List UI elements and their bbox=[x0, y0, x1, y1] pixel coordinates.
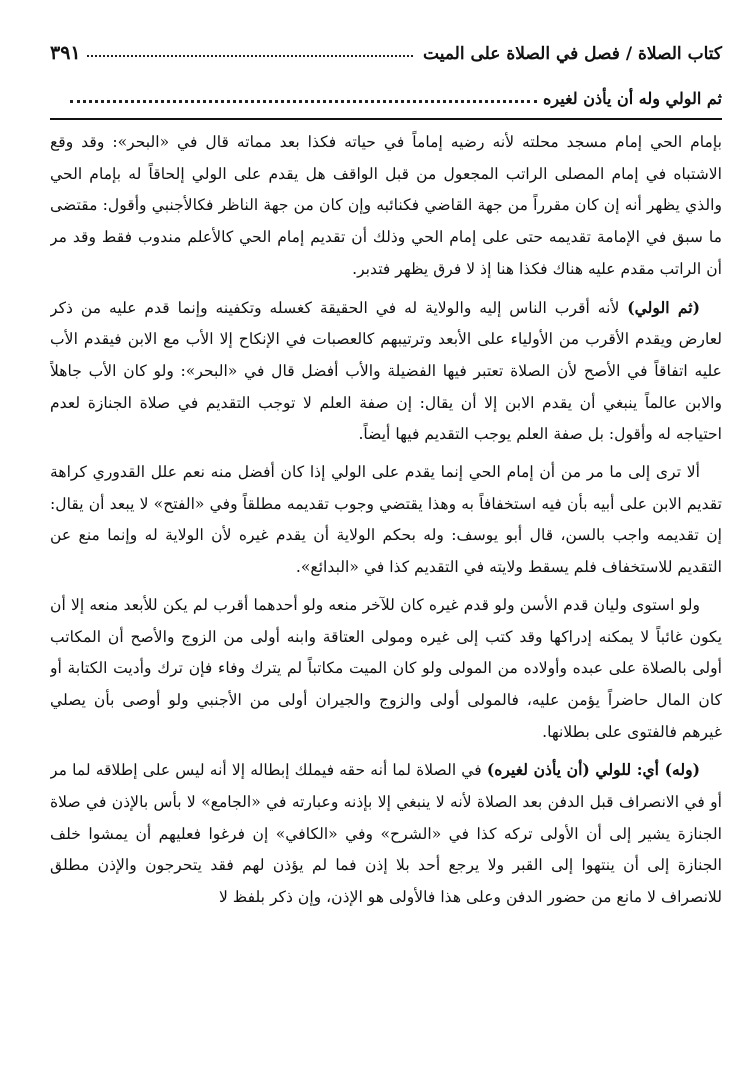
paragraph-text: ألا ترى إلى ما مر من أن إمام الحي إنما يقدم على الولي إذا كان أفضل منه نعم علل القدوري كراهة تقديم الابن على أبيه بأن فيه استخفافاً به وهذا يقتضي وجوب تقديمه مطلقاً وفي «الفتح» لا يبعد أن يقال: إن تقديمه واجب بالسن، قال أبو يوسف: وله بحكم الولاية أن يقدم غيره لأن الولاية له وإنما منع عن التقديم للاستخفاف فلم يسقط ولايته في التقديم كذا في «البدائع». bbox=[50, 463, 722, 577]
running-header bbox=[50, 34, 722, 64]
paragraph-text: في الصلاة لما أنه حقه فيملك إبطاله إلا أنه ليس على إطلاقه لما مر أو في الانصراف قبل الدفن بعد الصلاة لأنه لا ينبغي إلا بإذنه وعبارته في «الجامع» لا بأس بالإذن في صلاة الجنازة يشير إلى أن الأولى تركه كذا في «الشرح» وفي «الكافي» إن فرغوا فعليهم أن يمشوا خلف الجنازة إلى أن ينتهوا إلى القبر ولا يرجع أحد بلا إذن فما لم يؤذن لهم فقد يتحرجون والإذن مطلق للانصراف لا مانع من حضور الدفن وعلى هذا فالأولى هو الإذن، وإن ذكر بلفظ لا bbox=[50, 761, 722, 907]
paragraph bbox=[50, 127, 722, 286]
commentary-body bbox=[50, 127, 722, 1077]
matn-line bbox=[70, 82, 722, 108]
chapter-title: كتاب الصلاة / فصل في الصلاة على الميت bbox=[423, 44, 722, 64]
paragraph bbox=[50, 754, 722, 914]
paragraph-lead: (ثم الولي) bbox=[627, 297, 701, 317]
paragraph-text: ولو استوى وليان قدم الأسن ولو قدم غيره كان للآخر منعه ولو أحدهما أقرب لم يكن للأبعد منعه إلا أن يكون غائباً لا يمكنه إدراكها وقد كتب إلى غيره ومولى العتاقة وابنه أولى من الزوج والأصح أن المكاتب أولى بالصلاة على عبده وأولاده من المولى ولو كان الميت مكاتباً لم يترك وفاء فإن ترك وأديت الكتابة أو كان المال حاضراً يؤمن عليه، فالمولى أولى والزوج والجيران أولى من الأجنبي ولو أوصى بأن يصلي غيرهم فالفتوى على بطلانها. bbox=[50, 595, 722, 741]
paragraph-lead: (وله) أي: للولي (أن يأذن لغيره) bbox=[486, 760, 700, 780]
dotted-leader bbox=[70, 100, 537, 103]
page-number: ٣٩١ bbox=[50, 42, 81, 64]
separator-rule bbox=[50, 118, 722, 120]
dotted-leader bbox=[87, 55, 413, 57]
paragraph-text: لأنه أقرب الناس إليه والولاية له في الحقيقة كغسله وتكفينه وإنما قدم عليه من ذكر لعارض ويقدم الأقرب من الأولياء على الأبعد وترتيبهم كالعصبات في الإنكاح إلا الأب مع الابن فيقدم الأب عليه اتفاقاً في الأصح لأن الصلاة تعتبر فيها الفضيلة والأب أفضل قال في «البحر»: ولو كان الأب جاهلاً والابن عالماً ينبغي أن يقدم الابن إلا أن يقال: إن صفة العلم لا توجب التقديم في صلاة الجنازة لعدم احتياجه له وأقول: بل صفة العلم يوجب التقديم فيها أيضاً. bbox=[50, 298, 722, 444]
paragraph-text: بإمام الحي إمام مسجد محلته لأنه رضيه إماماً في حياته فكذا بعد مماته قال في «البحر»: وقد وقع الاشتباه في إمام المصلى الراتب المجعول من قبل الواقف هل يقدم على الولي إلحاقاً له بإمام الحي والذي يظهر أنه إن كان مقرراً من جهة القاضي فكنائبه وإن كان من جهة الناظر فكالأجنبي وأقول: مقتضى ما سبق في الإمامة تقديمه حتى على إمام الحي وذلك أن تقديم إمام الحي كالأعلم مندوب فقط وقد مر أن الراتب مقدم عليه هناك فكذا هنا إذ لا فرق يظهر فتدبر. bbox=[50, 133, 722, 278]
paragraph bbox=[50, 590, 722, 749]
paragraph bbox=[50, 457, 722, 584]
paragraph bbox=[50, 292, 722, 452]
matn-text: ثم الولي وله أن يأذن لغيره bbox=[543, 89, 722, 108]
